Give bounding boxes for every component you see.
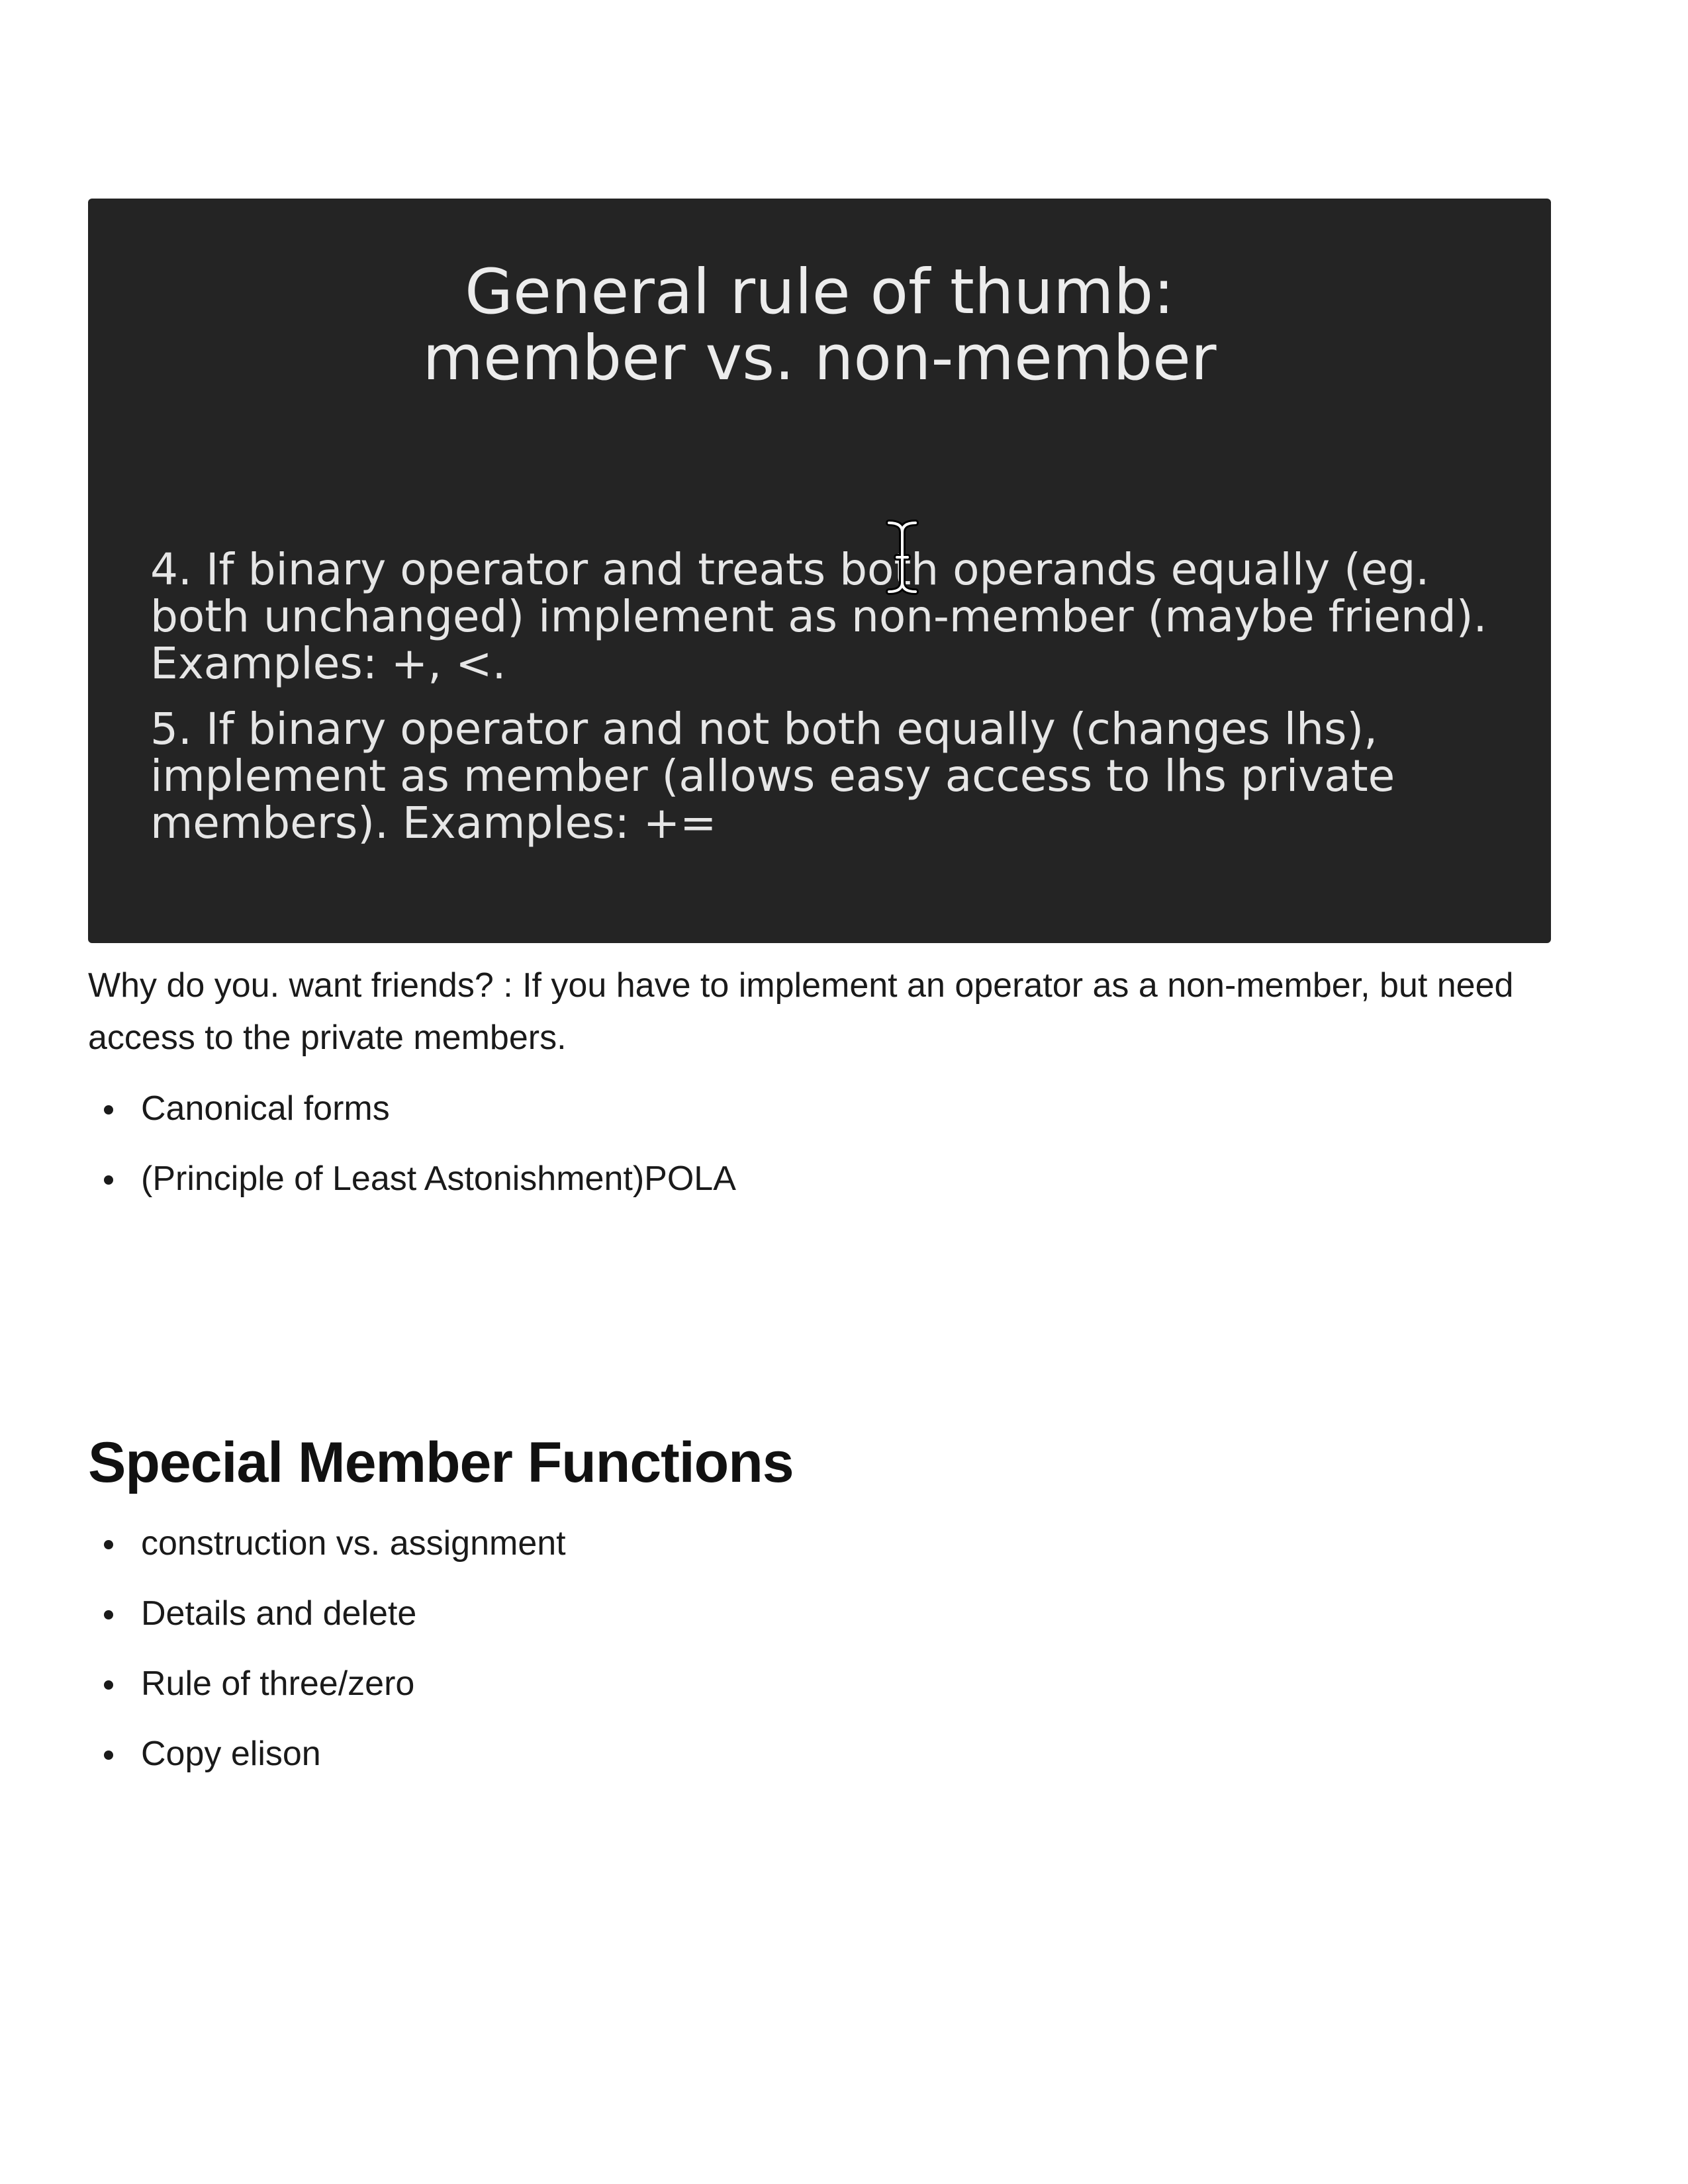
slide-title-line-1: General rule of thumb: (465, 256, 1174, 328)
list-item-text: Rule of three/zero (141, 1664, 415, 1703)
list-item (88, 1594, 566, 1664)
bullet-dot-icon (104, 1175, 113, 1185)
slide-title-line-2: member vs. non-member (422, 322, 1217, 394)
list-item-text: (Principle of Least Astonishment)POLA (141, 1160, 736, 1198)
slide-point-4: 4. If binary operator and treats both operands equally (eg. both unchanged) implement as non-member (maybe friend). Examples: +, <. (150, 544, 1487, 689)
list-item (88, 1159, 736, 1229)
bullet-dot-icon (104, 1751, 113, 1760)
section-bullet-list (88, 1524, 566, 1804)
list-item-text: Canonical forms (141, 1089, 390, 1128)
text-cursor-icon (882, 518, 922, 597)
section-heading: Special Member Functions (88, 1431, 794, 1494)
list-item-text: Copy elison (141, 1735, 321, 1773)
list-item (88, 1664, 566, 1734)
bullet-dot-icon (104, 1680, 113, 1690)
list-item-text: Details and delete (141, 1594, 417, 1633)
bullet-dot-icon (104, 1610, 113, 1619)
notes-bullet-list (88, 1089, 736, 1229)
notes-paragraph: Why do you. want friends? : If you have to implement an operator as a non-member, but need access to the private members. (88, 966, 1514, 1057)
bullet-dot-icon (104, 1540, 113, 1549)
list-item-text: construction vs. assignment (141, 1524, 566, 1563)
list-item (88, 1524, 566, 1594)
slide-screenshot (88, 199, 1551, 943)
list-item (88, 1089, 736, 1159)
slide-title (88, 256, 1551, 394)
slide-point-5: 5. If binary operator and not both equally (changes lhs), implement as member (allows easy access to lhs private members). Examples: += (150, 704, 1395, 848)
list-item (88, 1734, 566, 1804)
bullet-dot-icon (104, 1105, 113, 1115)
